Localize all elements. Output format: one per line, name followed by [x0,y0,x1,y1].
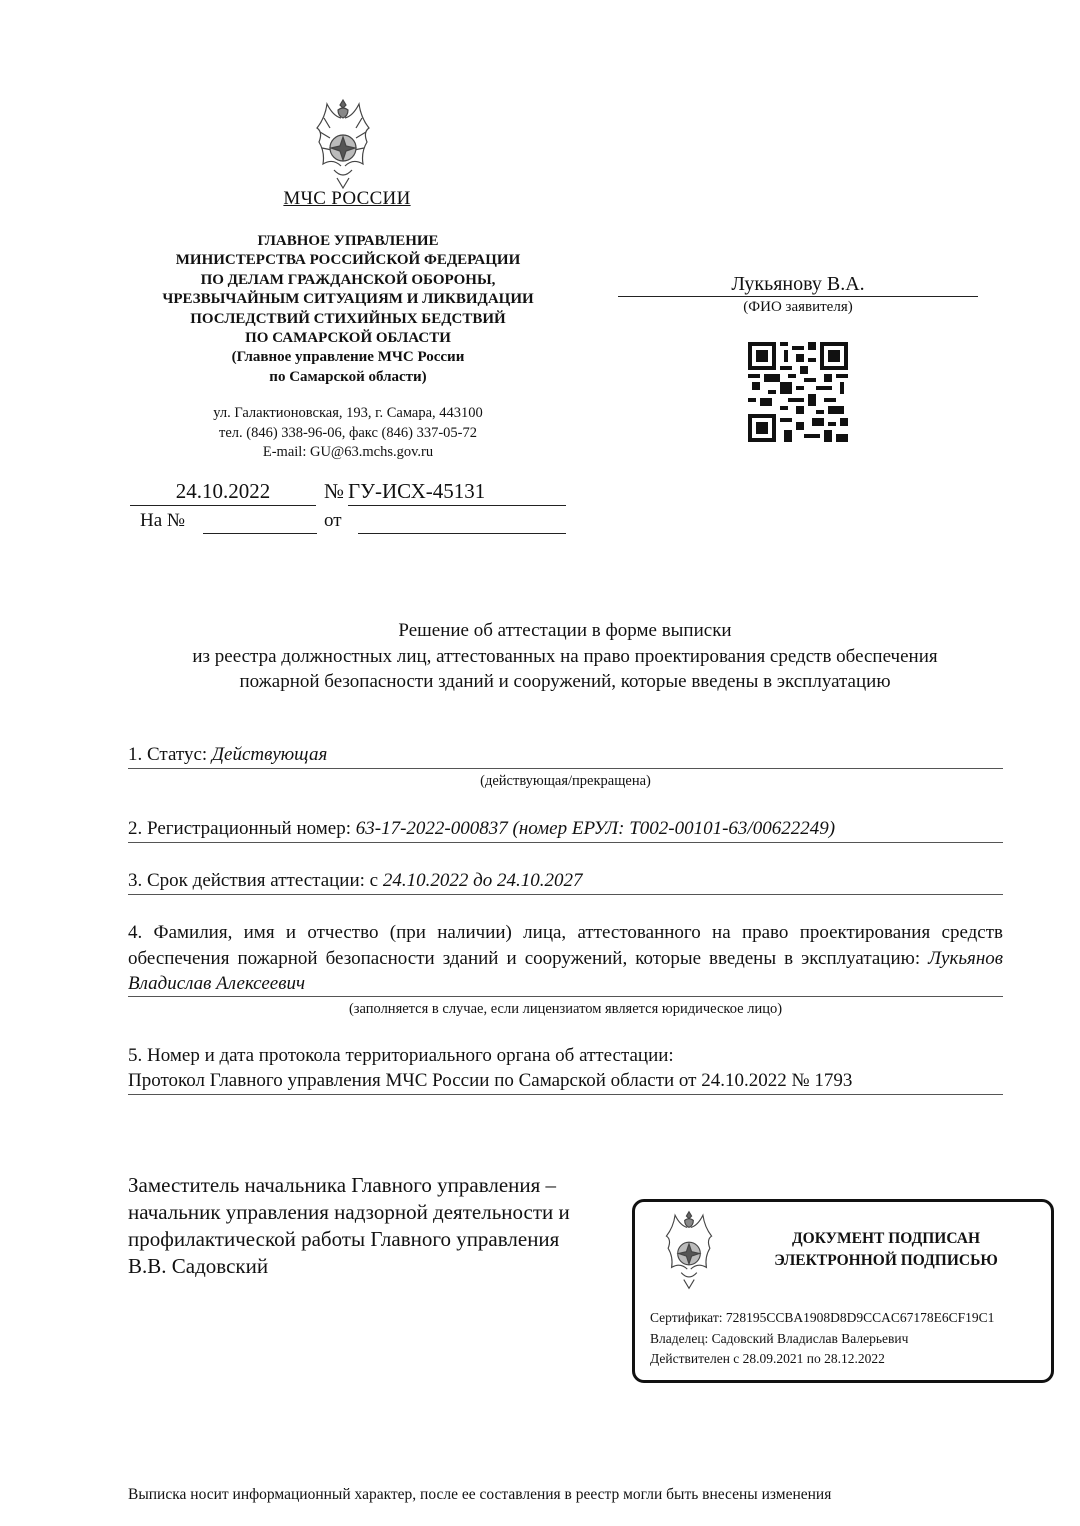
dept-line: ГЛАВНОЕ УПРАВЛЕНИЕ [257,233,439,249]
dept-line: по Самарской области) [269,368,427,385]
number-label: № [324,479,345,503]
stamp-title-line: ЭЛЕКТРОННОЙ ПОДПИСЬЮ [774,1252,998,1269]
title-line: Решение об аттестации в форме выписки [398,620,732,641]
title-line: из реестра должностных лиц, аттестованных на право проектирования средств обеспечения [192,645,938,667]
recipient-name: Лукьянову В.А. [618,272,978,297]
in-reply-number-blank [203,508,317,534]
emercom-eagle-emblem-icon [661,1210,717,1290]
certificate-line: Сертификат: 728195CCBA1908D8D9CCAC67178E6CF19C1 [650,1310,995,1325]
outgoing-date: 24.10.2022 [130,478,316,506]
from-date-blank [358,508,566,534]
term-value: 24.10.2022 до 24.10.2027 [382,870,583,891]
signer-block [128,1172,638,1280]
emercom-eagle-emblem-icon [312,98,374,190]
footer-note: Выписка носит информационный характер, после ее составления в реестр могли быть внесены изменения [128,1486,832,1503]
signer-line: Заместитель начальника Главного управления – [128,1173,557,1197]
electronic-signature-stamp [632,1199,1054,1383]
person-row [128,920,1003,997]
term-label: 3. Срок действия аттестации: с [128,870,379,891]
person-value: Лукьянов Владислав Алексеевич [128,947,1004,994]
dept-line: ЧРЕЗВЫЧАЙНЫМ СИТУАЦИЯМ И ЛИКВИДАЦИИ [162,291,534,308]
person-caption: (заполняется в случае, если лицензиатом является юридическое лицо) [348,1001,783,1017]
protocol-label: 5. Номер и дата протокола территориального органа об аттестации: [128,1045,674,1066]
from-label: от [324,510,342,531]
signer-line: начальник управления надзорной деятельности и [128,1200,570,1224]
qr-code-icon [748,342,848,442]
dept-line: ПО ДЕЛАМ ГРАЖДАНСКОЙ ОБОРОНЫ, [200,271,496,288]
protocol-value: Протокол Главного управления МЧС России по Самарской области от 24.10.2022 № 1793 [128,1068,1003,1095]
stamp-title [731,1228,1041,1272]
term-row [128,868,1003,895]
recipient-caption: (ФИО заявителя) [743,299,853,315]
registration-row [128,816,1003,843]
status-label: 1. Статус: [128,744,208,765]
registration-label: 2. Регистрационный номер: [128,818,352,839]
org-name: МЧС РОССИИ [283,188,411,209]
department-block [120,232,576,387]
address-line: ул. Галактионовская, 193, г. Самара, 443100 [213,405,483,421]
registration-value: 63-17-2022-000837 (номер ЕРУЛ: Т002-00101-63/00622249) [355,818,836,839]
dept-line: (Главное управление МЧС России [231,349,465,366]
dept-line: ПО САМАРСКОЙ ОБЛАСТИ [245,330,451,347]
person-label: 4. Фамилия, имя и отчество (при наличии) лица, аттестованного на право проектирования средств обеспечения пожарной безопасности зданий и сооружений, которые введены в эксплуатацию: [128,922,1003,969]
signer-name: В.В. Садовский [128,1254,269,1278]
address-block [120,404,576,463]
email-line: E-mail: GU@63.mchs.gov.ru [262,444,434,461]
status-row [128,742,1003,769]
stamp-details [650,1308,1054,1370]
dept-line: ПОСЛЕДСТВИЙ СТИХИЙНЫХ БЕДСТВИЙ [190,310,506,327]
title-line: пожарной безопасности зданий и сооружений, которые введены в эксплуатацию [239,671,891,692]
stamp-title-line: ДОКУМЕНТ ПОДПИСАН [791,1230,981,1247]
dept-line: МИНИСТЕРСТВА РОССИЙСКОЙ ФЕДЕРАЦИИ [175,252,521,269]
phone-line: тел. (846) 338-96-06, факс (846) 337-05-72 [219,424,477,441]
owner-line: Владелец: Садовский Владислав Валерьевич [650,1330,909,1346]
outgoing-number: ГУ-ИСХ-45131 [348,478,566,506]
signer-line: профилактической работы Главного управления [128,1227,560,1251]
document-title [120,618,1010,695]
validity-line: Действителен с 28.09.2021 по 28.12.2022 [650,1351,885,1366]
status-value: Действующая [211,744,328,765]
in-reply-label: На № [140,510,186,531]
status-caption: (действующая/прекращена) [480,773,651,789]
